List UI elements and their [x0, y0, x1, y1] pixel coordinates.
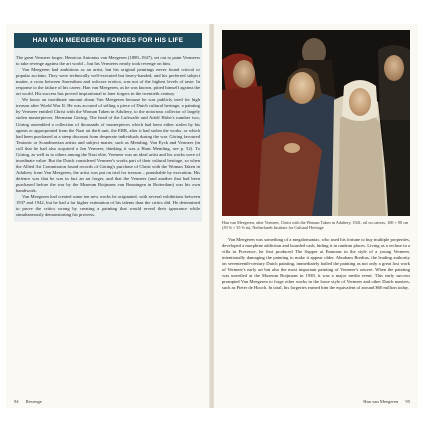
paragraph: We know an inordinate amount about Van Meegeren because he was publicly tried for high treason after World War II. He was accused of selling a piece of Dutch cultural heritage, a painting by Vermeer entitled Christ with the Woman Taken in Adultery, to the notorious collector of largely stolen masterpieces, Hermann Göring. The head of the Luftwaffe and Adolf Hitler's number two, Göring assembled a collection of thousands of masterpieces which had been either stolen by his agents or appropriated from the Nazi art theft unit, the ERR, after it had stolen the works, or which had been purchased at a steep discount from desperate individuals during the war. Göring favoured Teutonic or Scandinavian artists and subject matter, such as Memling, Van Eyck and Vermeer (in coll that he had also acquired a Jan Vermeer, thinking it was a Hans Memling, see p. 52). To Göring, as well as to others among the Nazi elite, Vermeer was an ideal artist and his works were of inordinate value. But the Dutch considered Vermeer's works part of their cultural heritage, so when the Allied Art Commission found records of Göring's purchase of Christ with the Woman Taken in Adultery from Van Meegeren, the artist was put on trial for treason – punishable by execution. His defence was that he was in fact an art forger, and that the Vermeer (and another that had been purchased before the war by the Museum Boijmans van Beuningen in Rotterdam) was his own handiwork. [16, 97, 200, 194]
sidebar-title: HAN VAN MEEGEREN FORGES FOR HIS LIFE [14, 33, 202, 48]
page-number: 95 [405, 399, 410, 404]
sidebar-box [14, 33, 202, 222]
running-head: Revenge [25, 399, 42, 404]
painting-illustration [222, 30, 410, 216]
image-caption: Han van Meegeren, after Vermeer, Christ with the Woman Taken in Adultery, 1941, oil on canvas, 100 × 90 cm (39 ⅜ × 35 ⅜ in), Netherlands Institute for Cultural Heritage [222, 220, 409, 231]
right-folio [363, 399, 410, 404]
paragraph: Van Meegeren had ambitions as an artist, but his original paintings never found critical or popular acclaim. They were technically well-executed but heavy-handed, and his preferred subject matter, a cross between Surrealism and softcore erotica, was not of the highest levels of taste. In response to the failure of his career, Han van Meegeren, as he was known, pitted himself against the art world. His success has proved inspirational to later forgers in the twentieth century. [16, 67, 200, 97]
right-page-body [222, 237, 410, 291]
paragraph: Van Meegeren was something of a megalomaniac, who used his fortune to buy multiple properties, developed a morphine addiction and hoarded cash, hiding it in random places. Living as a recluse in a villa in Provence, he first produced The Supper at Emmaus in the style of a young Vermeer, intentionally damaging the painting to make it appear older. Abraham Bredius, the leading authority on seventeenth-century Dutch painting, immediately hailed the painting as not only a great lost work of Vermeer's early art but also the most important painting of Vermeer's oeuvre. When the painting was unveiled at the Museum Boijmans in 1938, it was a major media event. This early success prompted Van Meegeren to forge other works in the loose style of Vermeer and other Dutch masters, such as Pieter de Hooch. In total, his forgeries earned him the equivalent of around $60 million today. [222, 236, 410, 291]
left-page [6, 24, 210, 408]
paragraph: The great Vermeer forger, Henricus Antonius van Meegeren (1889–1947), set out to paint Vermeers to take revenge against the art world – but his Vermeers nearly took revenge on him. [16, 55, 200, 67]
left-page-body [14, 55, 202, 218]
right-page [214, 24, 418, 408]
running-head: Han van Meegeren [363, 399, 399, 404]
page-number: 94 [14, 399, 19, 404]
paragraph: Van Meegeren had created some ten new works he originated, with several exhibitions between 1937 and 1942, but he had a far higher estimation of his talents than the critics did. He determined to prove the critics wrong by creating a painting that would reveal their ignorance while simultaneously demonstrating his prowess. [16, 194, 200, 218]
painting-image [222, 30, 410, 216]
left-folio [14, 399, 42, 404]
